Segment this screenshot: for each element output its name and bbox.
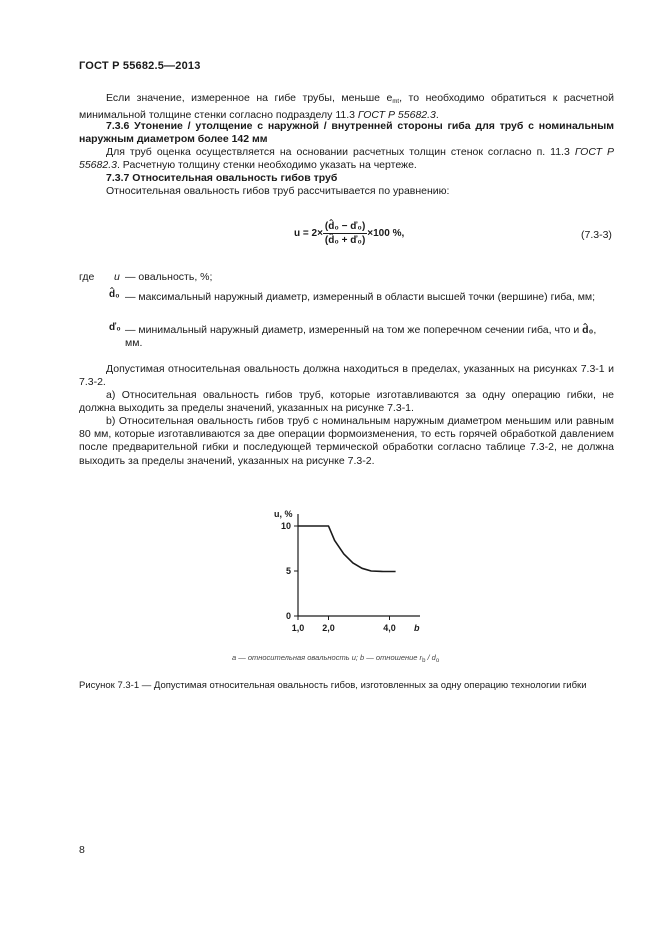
p1-subscript: mt: [392, 99, 400, 105]
s736-reference: ГОСТ Р 55682.3: [79, 146, 614, 172]
def-dmin-symbol: ď₀: [109, 322, 121, 333]
section-7-3-6-heading: 7.3.6 Утонение / утолщение с наружной / внутренней стороны гиба для труб с номинальным наружным диаметром более 142 мм: [79, 120, 614, 146]
figure-legend: [232, 653, 439, 664]
p1-end: .: [435, 109, 439, 122]
paragraph-item-b: b) Относительная овальность гибов труб с номинальным наружным диаметром меньшим или равным 80 мм, которые изготавливаются за две операции формоизменения, то есть горячей обработкой давлением после предварительной гибки и последующей термической обработки согласно таблице 7.3-2, не должна выходить за пределы значений, указанных на рисунке 7.3-2.: [79, 415, 614, 467]
formula-lhs: u = 2×: [294, 228, 323, 240]
legend-sub2: o: [435, 658, 440, 664]
paragraph-min-thickness: [79, 92, 614, 122]
p1-text-b: , то необходимо обратиться к расчетной минимальной толщине стенки согласно подразделу 11.3: [79, 92, 614, 122]
paragraph-allowable: Допустимая относительная овальность должна находиться в пределах, указанных на рисунках 7.3-1 и 7.3-2.: [79, 363, 614, 389]
x-tick-label: 2,0: [322, 623, 335, 633]
s736-text-a: Для труб оценка осуществляется на основании расчетных толщин стенок согласно п. 11.3: [106, 146, 575, 158]
legend-sub: b: [422, 658, 426, 664]
document-header: ГОСТ Р 55682.5—2013: [79, 60, 201, 72]
series-line: [298, 526, 396, 572]
formula-rhs: ×100 %,: [367, 228, 405, 240]
y-tick-label: 0: [285, 611, 291, 621]
legend-text-end: / d: [425, 653, 436, 662]
p1-text-a: Если значение, измеренное на гибе трубы, меньше e: [106, 92, 393, 104]
x-tick-label: 4,0: [383, 623, 396, 633]
section-7-3-7-intro: Относительная овальность гибов труб рассчитывается по уравнению:: [106, 185, 450, 197]
def-dmin-ref-symbol: d̂₀: [582, 324, 594, 336]
x-tick-label: 1,0: [291, 623, 305, 633]
y-tick-label: 10: [280, 521, 291, 531]
y-tick-label: 5: [285, 566, 291, 576]
section-7-3-7-heading: 7.3.7 Относительная овальность гибов труб: [106, 172, 338, 184]
x-axis-label: b: [414, 623, 420, 633]
def-u-text: — овальность, %;: [125, 271, 213, 283]
y-axis-label: u, %: [274, 509, 293, 519]
ovality-formula: [294, 221, 404, 246]
def-dmax-symbol: d̂₀: [109, 289, 120, 300]
def-u-symbol: u: [114, 271, 120, 283]
formula-numerator: (d̂₀ − ď₀): [324, 221, 366, 232]
p1-reference: ГОСТ Р 55682.3: [357, 109, 436, 122]
where-label: где: [79, 271, 95, 283]
section-7-3-6-text: [79, 146, 614, 172]
def-dmin-text-end: , мм.: [125, 324, 597, 350]
def-dmin-text-a: — минимальный наружный диаметр, измеренный на том же поперечном сечении гиба, что и: [125, 324, 580, 336]
ovality-chart: [260, 500, 440, 640]
s736-text-b: . Расчетную толщину стенки необходимо указать на чертеже.: [116, 159, 417, 172]
figure-caption: Рисунок 7.3-1 — Допустимая относительная овальность гибов, изготовленных за одну операцию технологии гибки: [79, 680, 587, 691]
equation-number: (7.3-3): [581, 229, 612, 241]
formula-denominator: (d̂₀ + ď₀): [324, 235, 366, 246]
formula-fraction: [323, 221, 367, 246]
page-number: 8: [79, 844, 85, 856]
def-dmin-text: [125, 324, 614, 350]
def-dmax-text: — максимальный наружный диаметр, измеренный в области высшей точки (вершине) гиба, мм;: [125, 291, 596, 303]
paragraph-item-a: a) Относительная овальность гибов труб, которые изготавливаются за одну операцию гибки, не должна выходить за пределы значений, указанных на рисунке 7.3-1.: [79, 389, 614, 415]
legend-text: a — относительная овальность u; b — отношение r: [232, 653, 423, 662]
